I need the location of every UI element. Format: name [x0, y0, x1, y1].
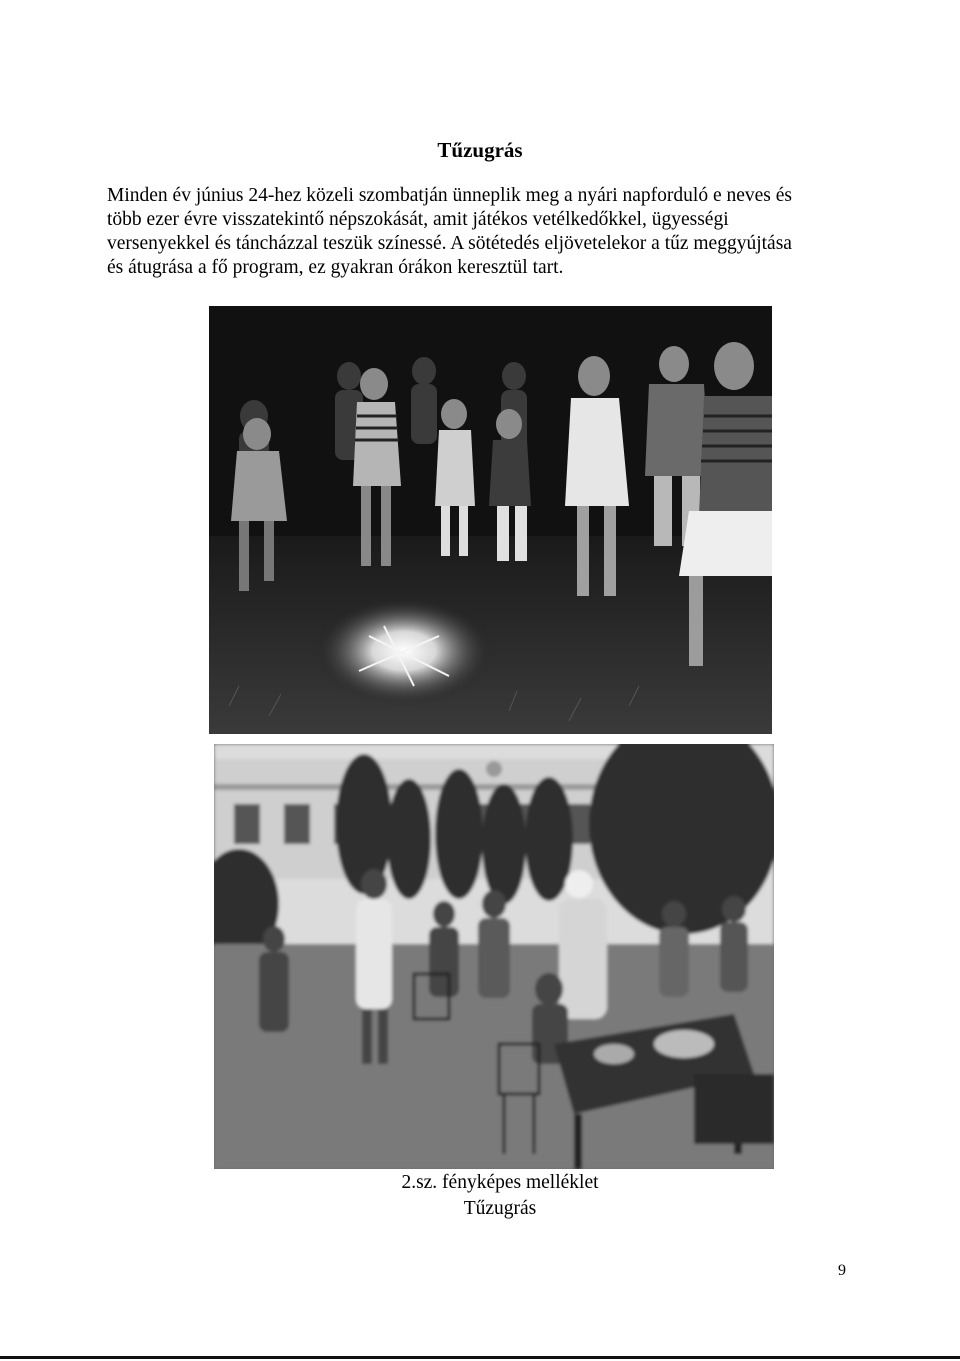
- garden-gathering-photo: [214, 744, 774, 1169]
- bonfire-dance-photo: [209, 306, 772, 734]
- page-number: 9: [838, 1262, 846, 1279]
- page-title: Tűzugrás: [437, 138, 523, 162]
- photo-caption-line2: Tűzugrás: [463, 1198, 537, 1219]
- paragraph-line: versenyekkel és táncházzal teszük színessé. A sötétedés eljövetelekor a tűz meggyújtása: [107, 233, 792, 254]
- body-paragraph: [107, 184, 887, 280]
- paragraph-line: és átugrása a fő program, ez gyakran órákon keresztül tart.: [107, 257, 564, 278]
- paragraph-line: több ezer évre visszatekintő népszokását, amit játékos vetélkedőkkel, ügyességi: [107, 209, 729, 230]
- paragraph-line: Minden év június 24-hez közeli szombatján ünneplik meg a nyári napforduló e neves és: [107, 185, 793, 206]
- bottom-rule: [0, 1356, 960, 1359]
- photo-caption-line1: 2.sz. fényképes melléklet: [401, 1172, 599, 1193]
